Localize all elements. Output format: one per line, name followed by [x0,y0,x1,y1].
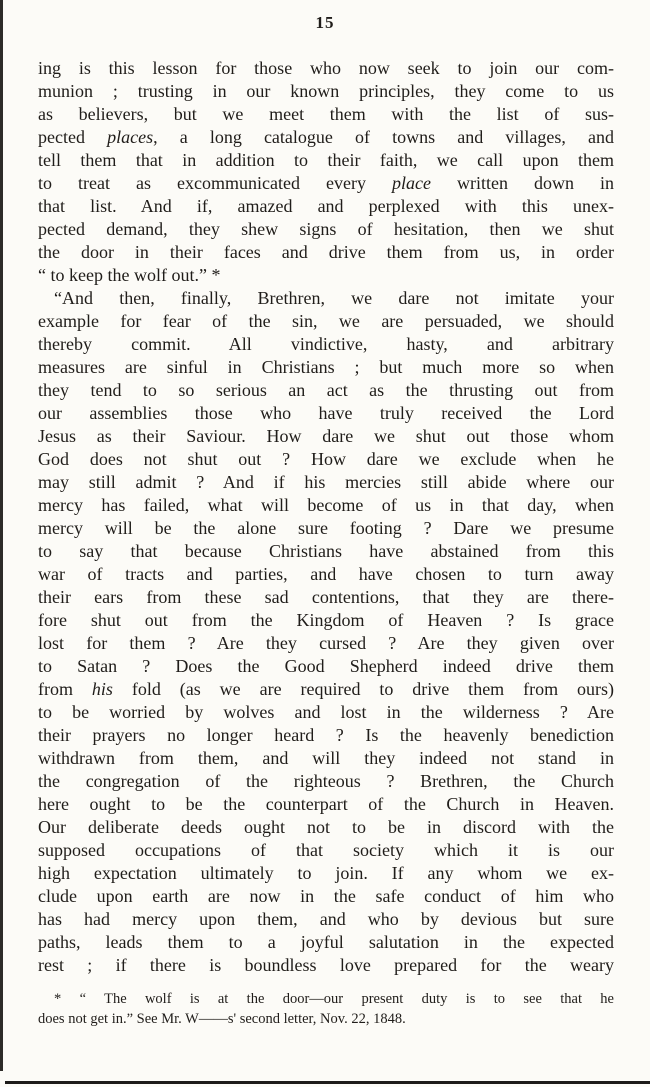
text-line: to treat as excommunicated every place written down in [38,173,614,193]
text-line: tell them that in addition to their faith, we call upon them [38,150,614,170]
text-line: they tend to so serious an act as the thrusting out from [38,380,614,400]
text-line: thereby commit. All vindictive, hasty, and arbitrary [38,334,614,354]
text-line: fore shut out from the Kingdom of Heaven ? Is grace [38,610,614,630]
text-line: their ears from these sad contentions, that they are there- [38,587,614,607]
scan-edge-left [0,0,3,1071]
text-line: may still admit ? And if his mercies still abide where our [38,472,614,492]
text-line: supposed occupations of that society which it is our [38,840,614,860]
text-line: Jesus as their Saviour. How dare we shut out those whom [38,426,614,446]
text-line: example for fear of the sin, we are persuaded, we should [38,311,614,331]
text-line: here ought to be the counterpart of the Church in Heaven. [38,794,614,814]
text-line: high expectation ultimately to join. If any whom we ex- [38,863,614,883]
text-line: mercy has failed, what will become of us in that day, when [38,495,614,515]
page-body [38,57,614,977]
text-line: to be worried by wolves and lost in the wilderness ? Are [38,702,614,722]
text-line: ing is this lesson for those who now seek to join our com- [38,58,614,78]
text-line: paths, leads them to a joyful salutation in the expected [38,932,614,952]
paragraph-1 [38,57,614,287]
text-line: pected demand, they shew signs of hesitation, then we shut [38,219,614,239]
text-line: mercy will be the alone sure footing ? Dare we presume [38,518,614,538]
text-line: God does not shut out ? How dare we exclude when he [38,449,614,469]
text-line: lost for them ? Are they cursed ? Are they given over [38,633,614,653]
text-line: rest ; if there is boundless love prepared for the weary [38,955,614,975]
text-line: clude upon earth are now in the safe conduct of him who [38,886,614,906]
text-line: our assemblies those who have truly received the Lord [38,403,614,423]
text-line: * “ The wolf is at the door—our present duty is to see that he [54,991,614,1007]
text-line: withdrawn from them, and will they indeed not stand in [38,748,614,768]
text-line: the congregation of the righteous ? Brethren, the Church [38,771,614,791]
text-line: to Satan ? Does the Good Shepherd indeed drive them [38,656,614,676]
paragraph-2 [38,287,614,977]
text-line: does not get in.” See Mr. W——s' second letter, Nov. 22, 1848. [38,1011,406,1027]
text-line: “ to keep the wolf out.” * [38,265,221,285]
text-line: as believers, but we meet them with the list of sus- [38,104,614,124]
text-line: their prayers no longer heard ? Is the heavenly benediction [38,725,614,745]
text-line: pected places, a long catalogue of towns and villages, and [38,127,614,147]
scan-edge-bottom [5,1081,650,1084]
text-line: has had mercy upon them, and who by devious but sure [38,909,614,929]
text-line: measures are sinful in Christians ; but much more so when [38,357,614,377]
text-line: that list. And if, amazed and perplexed with this unex- [38,196,614,216]
text-line: to say that because Christians have abstained from this [38,541,614,561]
text-line: munion ; trusting in our known principles, they come to us [38,81,614,101]
text-line: the door in their faces and drive them from us, in order [38,242,614,262]
text-line: Our deliberate deeds ought not to be in discord with the [38,817,614,837]
footnote [38,989,614,1029]
text-line: war of tracts and parties, and have chosen to turn away [38,564,614,584]
page-number: 15 [315,13,335,32]
text-line: from his fold (as we are required to drive them from ours) [38,679,614,699]
text-line: “And then, finally, Brethren, we dare not imitate your [54,288,614,308]
